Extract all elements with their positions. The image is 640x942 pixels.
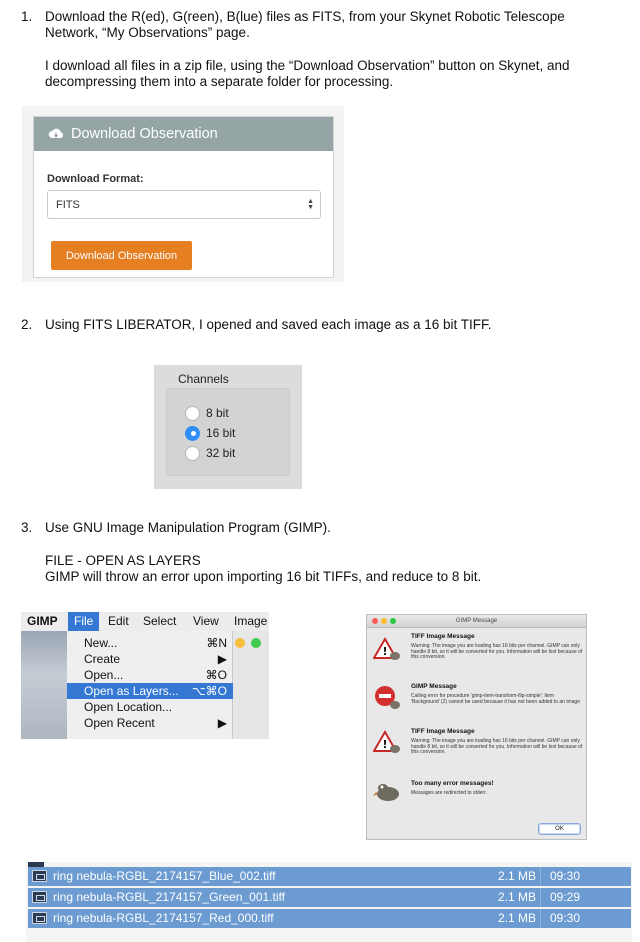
menu-item-new[interactable]	[67, 635, 233, 651]
column-divider	[540, 909, 541, 928]
file-dropdown	[67, 631, 233, 739]
radio-button[interactable]	[185, 446, 200, 461]
menu-item-create[interactable]	[67, 651, 233, 667]
channels-group	[154, 365, 302, 489]
dialog-title: GIMP Message	[455, 618, 498, 624]
gimp-message-dialog	[366, 614, 587, 840]
menu-item-open-location[interactable]	[67, 699, 233, 715]
radio-button-selected[interactable]	[185, 426, 200, 441]
menu-item-label: Open as Layers...	[84, 684, 179, 698]
image-file-icon	[32, 891, 47, 903]
menu-image[interactable]: Image	[234, 614, 268, 628]
gimp-file-menu-screenshot	[21, 612, 269, 739]
download-panel-header	[34, 117, 333, 151]
window-titlebar	[233, 631, 269, 739]
note-line1: FILE - OPEN AS LAYERS	[45, 553, 201, 568]
image-file-icon	[32, 912, 47, 924]
channel-option-8bit[interactable]	[185, 405, 229, 421]
menu-edit[interactable]: Edit	[108, 614, 129, 628]
note-line1: I download all files in a zip file, using the “Download Observation” button on Skynet, and	[45, 58, 570, 73]
file-row-red[interactable]	[28, 909, 631, 928]
menu-item-shortcut: ⌥⌘O	[191, 684, 227, 698]
download-format-label: Download Format:	[47, 173, 144, 185]
file-name: ring nebula-RGBL_2174157_Blue_002.tiff	[53, 869, 276, 883]
background-image	[21, 631, 67, 739]
minimize-icon[interactable]	[235, 638, 245, 648]
download-observation-screenshot	[22, 106, 344, 282]
download-format-value: FITS	[56, 198, 80, 211]
menu-item-label: Open Location...	[84, 700, 173, 714]
menu-select[interactable]: Select	[143, 614, 177, 628]
file-row-blue[interactable]	[28, 867, 631, 886]
step-1-note	[45, 58, 570, 90]
menu-view[interactable]: View	[193, 614, 219, 628]
step-text-line2: Network, “My Observations” page.	[45, 25, 250, 40]
channel-option-label: 16 bit	[206, 426, 236, 440]
channel-option-16bit[interactable]	[185, 425, 235, 441]
channel-option-label: 32 bit	[206, 446, 236, 460]
channel-option-label: 8 bit	[206, 406, 229, 420]
step-text-line1: Use GNU Image Manipulation Program (GIMP).	[45, 520, 331, 535]
svg-text:!: !	[382, 645, 388, 658]
file-size: 2.1 MB	[498, 869, 537, 883]
download-panel	[33, 116, 334, 278]
menu-gimp[interactable]: GIMP	[27, 614, 58, 628]
dialog-titlebar	[367, 615, 586, 628]
menu-item-shortcut: ⌘N	[206, 636, 227, 650]
error-icon	[373, 683, 401, 711]
message-tiff-1	[411, 633, 583, 661]
submenu-arrow-icon: ▶	[217, 716, 227, 730]
step-number: 3.	[21, 520, 33, 535]
file-name: ring nebula-RGBL_2174157_Green_001.tiff	[53, 890, 285, 904]
svg-text:!: !	[382, 738, 388, 751]
note-line2: GIMP will throw an error upon importing 16 bit TIFFs, and reduce to 8 bit.	[45, 569, 482, 584]
menu-item-label: Create	[84, 652, 121, 666]
minimize-icon[interactable]	[381, 618, 387, 624]
channel-option-32bit[interactable]	[185, 445, 235, 461]
menu-bar	[21, 612, 269, 631]
column-divider	[540, 867, 541, 886]
file-list	[26, 862, 632, 942]
image-file-icon	[32, 870, 47, 882]
file-time: 09:29	[550, 890, 581, 904]
file-size: 2.1 MB	[498, 890, 537, 904]
menu-item-label: New...	[84, 636, 118, 650]
column-divider	[540, 888, 541, 907]
message-body: Calling error for procedure 'gimp-item-transform-flip-simple': Item 'Background' (2) cannot be used because it has not been added to an image	[411, 693, 580, 705]
message-heading: Too many error messages!	[411, 780, 494, 787]
step-text-line1: Download the R(ed), G(reen), B(lue) files as FITS, from your Skynet Robotic Telescope	[45, 9, 565, 24]
download-observation-button[interactable]: Download Observation	[51, 241, 192, 270]
file-row-green[interactable]	[28, 888, 631, 907]
close-icon[interactable]	[372, 618, 378, 624]
menu-item-open[interactable]	[67, 667, 233, 683]
file-time: 09:30	[550, 911, 581, 925]
select-arrows-icon: ▲ ▼	[307, 198, 314, 211]
message-heading: GIMP Message	[411, 683, 457, 690]
file-size: 2.1 MB	[498, 911, 537, 925]
download-format-select[interactable]	[47, 190, 321, 219]
gimp-mascot-icon	[373, 778, 403, 804]
step-number: 1.	[21, 9, 33, 24]
radio-button[interactable]	[185, 406, 200, 421]
file-time: 09:30	[550, 869, 581, 883]
warning-icon	[373, 637, 401, 661]
submenu-arrow-icon: ▶	[217, 652, 227, 666]
menu-item-label: Open Recent	[84, 716, 155, 730]
menu-item-shortcut: ⌘O	[205, 668, 227, 682]
cloud-download-icon	[48, 128, 64, 140]
menu-item-open-recent[interactable]	[67, 715, 233, 731]
note-line2: decompressing them into a separate folder for processing.	[45, 74, 394, 89]
zoom-icon[interactable]	[390, 618, 396, 624]
channels-title: Channels	[178, 372, 229, 386]
message-heading: TIFF Image Message	[411, 633, 475, 640]
step-number: 2.	[21, 317, 33, 332]
message-gimp	[411, 683, 583, 705]
message-tiff-2	[411, 728, 583, 756]
message-heading: TIFF Image Message	[411, 728, 475, 735]
message-body: Warning: The image you are loading has 16 bits per channel. GIMP can only handle 8 bit, so it will be converted for you. Information will be lost because of this conversion.	[411, 738, 583, 756]
warning-icon	[373, 730, 401, 754]
menu-file[interactable]: File	[68, 612, 99, 631]
file-name: ring nebula-RGBL_2174157_Red_000.tiff	[53, 911, 274, 925]
step-3-note	[45, 553, 481, 585]
menu-item-label: Open...	[84, 668, 124, 682]
menu-item-open-as-layers[interactable]	[67, 683, 233, 699]
zoom-icon[interactable]	[251, 638, 261, 648]
ok-button[interactable]: OK	[538, 823, 581, 835]
message-body: Warning: The image you are loading has 16 bits per channel. GIMP can only handle 8 bit, so it will be converted for you. Information will be lost because of this conversion.	[411, 643, 583, 661]
download-panel-title: Download Observation	[71, 126, 218, 142]
step-text-line1: Using FITS LIBERATOR, I opened and saved each image as a 16 bit TIFF.	[45, 317, 492, 332]
message-too-many	[411, 780, 583, 797]
message-body: Messages are redirected to stderr.	[411, 790, 487, 796]
